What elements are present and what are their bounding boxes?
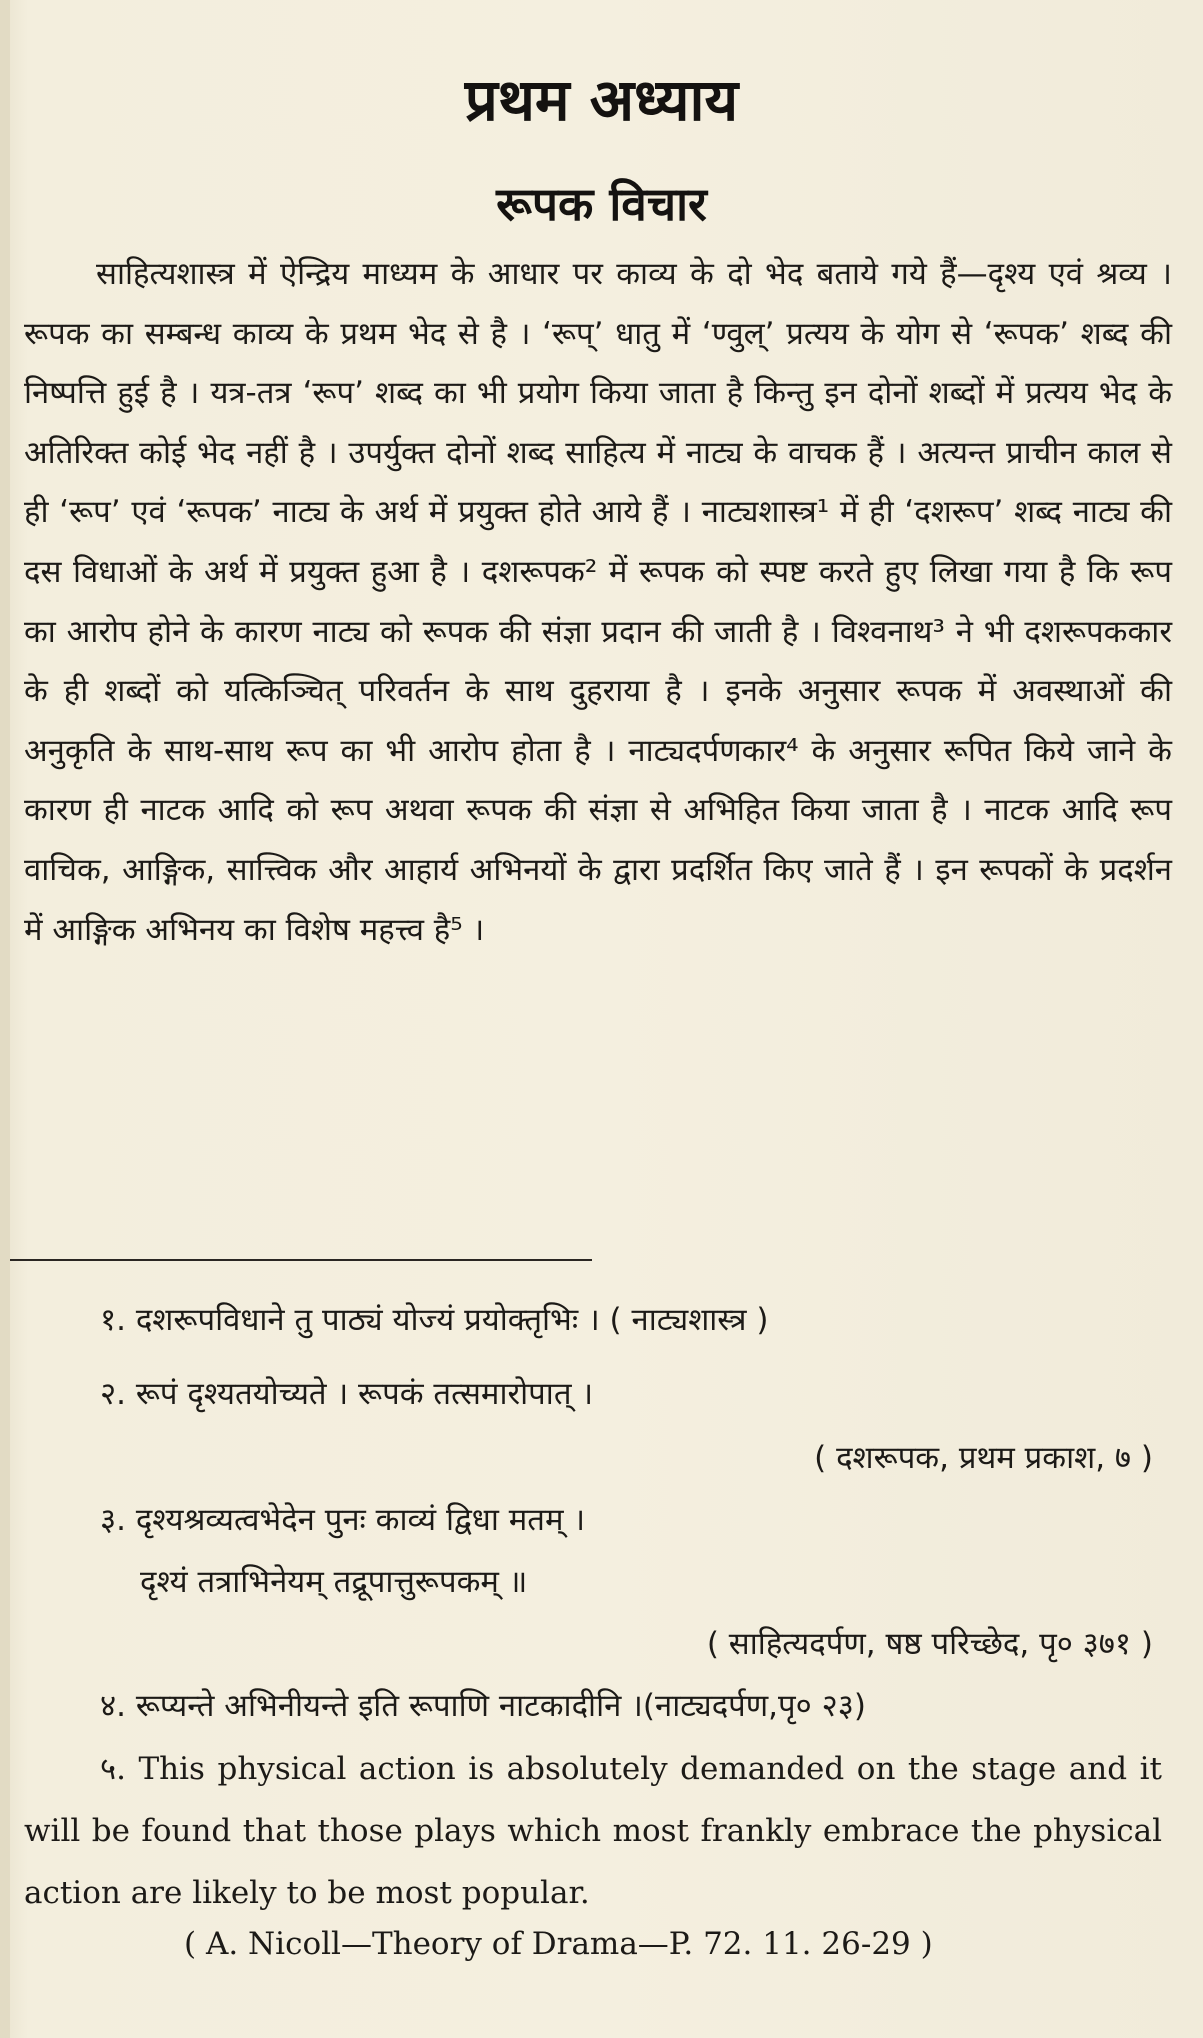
footnote-3-line-1: ३. दृश्यश्रव्यत्वभेदेन पुनः काव्यं द्विधा मतम् ।	[100, 1502, 586, 1538]
chapter-heading: प्रथम अध्याय	[464, 66, 739, 134]
footnote-1: १. दशरूपविधाने तु पाठ्यं योज्यं प्रयोक्तृभिः । ( नाट्यशास्त्र )	[100, 1302, 769, 1338]
page-gutter	[0, 0, 10, 2038]
main-paragraph: साहित्यशास्त्र में ऐन्द्रिय माध्यम के आधार पर काव्य के दो भेद बताये गये हैं—दृश्य एवं श्रव्य । रूपक का सम्बन्ध काव्य के प्रथम भेद से है । ‘रूप्’ धातु में ‘ण्वुल्’ प्रत्यय के योग से ‘रूपक’ शब्द की निष्पत्ति हुई है । यत्र-तत्र ‘रूप’ शब्द का भी प्रयोग किया जाता है किन्तु इन दोनों शब्दों में प्रत्यय भेद के अतिरिक्त कोई भेद नहीं है । उपर्युक्त दोनों शब्द साहित्य में नाट्य के वाचक हैं । अत्यन्त प्राचीन काल से ही ‘रूप’ एवं ‘रूपक’ नाट्य के अर्थ में प्रयुक्त होते आये हैं । नाट्यशास्त्र¹ में ही ‘दशरूप’ शब्द नाट्य की दस विधाओं के अर्थ में प्रयुक्त हुआ है । दशरूपक² में रूपक को स्पष्ट करते हुए लिखा गया है कि रूप का आरोप होने के कारण नाट्य को रूपक की संज्ञा प्रदान की जाती है । विश्वनाथ³ ने भी दशरूपककार के ही शब्दों को यत्किञ्चित् परिवर्तन के साथ दुहराया है । इनके अनुसार रूपक में अवस्थाओं की अनुकृति के साथ-साथ रूप का भी आरोप होता है । नाट्यदर्पणकार⁴ के अनुसार रूपित किये जाने के कारण ही नाटक आदि को रूप अथवा रूपक की संज्ञा से अभिहित किया जाता है । नाटक आदि रूप वाचिक, आङ्गिक, सात्त्विक और आहार्य अभिनयों के द्वारा प्रदर्शित किए जाते हैं । इन रूपकों के प्रदर्शन में आङ्गिक अभिनय का विशेष महत्त्व है⁵ ।	[24, 256, 1172, 948]
footnote-3-source: ( साहित्यदर्पण, षष्ठ परिच्छेद, पृ० ३७१ )	[706, 1626, 1153, 1662]
footnote-5: ५. This physical action is absolutely demanded on the stage and it will be found that those plays which most frankly embrace the physical action are likely to be most popular.	[24, 1751, 1162, 1911]
footnote-4: ४. रूप्यन्ते अभिनीयन्ते इति रूपाणि नाटकादीनि ।(नाट्यदर्पण,पृ० २३)	[100, 1688, 866, 1724]
footnote-2-source: ( दशरूपक, प्रथम प्रकाश, ७ )	[814, 1440, 1153, 1476]
footnote-5-source: ( A. Nicoll—Theory of Drama—P. 72. 11. 26-29 )	[184, 1926, 933, 1962]
footnote-divider	[10, 1259, 592, 1261]
footnote-3-line-2: दृश्यं तत्राभिनेयम् तद्रूपात्तुरूपकम् ॥	[140, 1564, 528, 1600]
footnote-2: २. रूपं दृश्यतयोच्यते । रूपकं तत्समारोपात् ।	[100, 1376, 594, 1412]
section-heading: रूपक विचार	[496, 177, 707, 231]
